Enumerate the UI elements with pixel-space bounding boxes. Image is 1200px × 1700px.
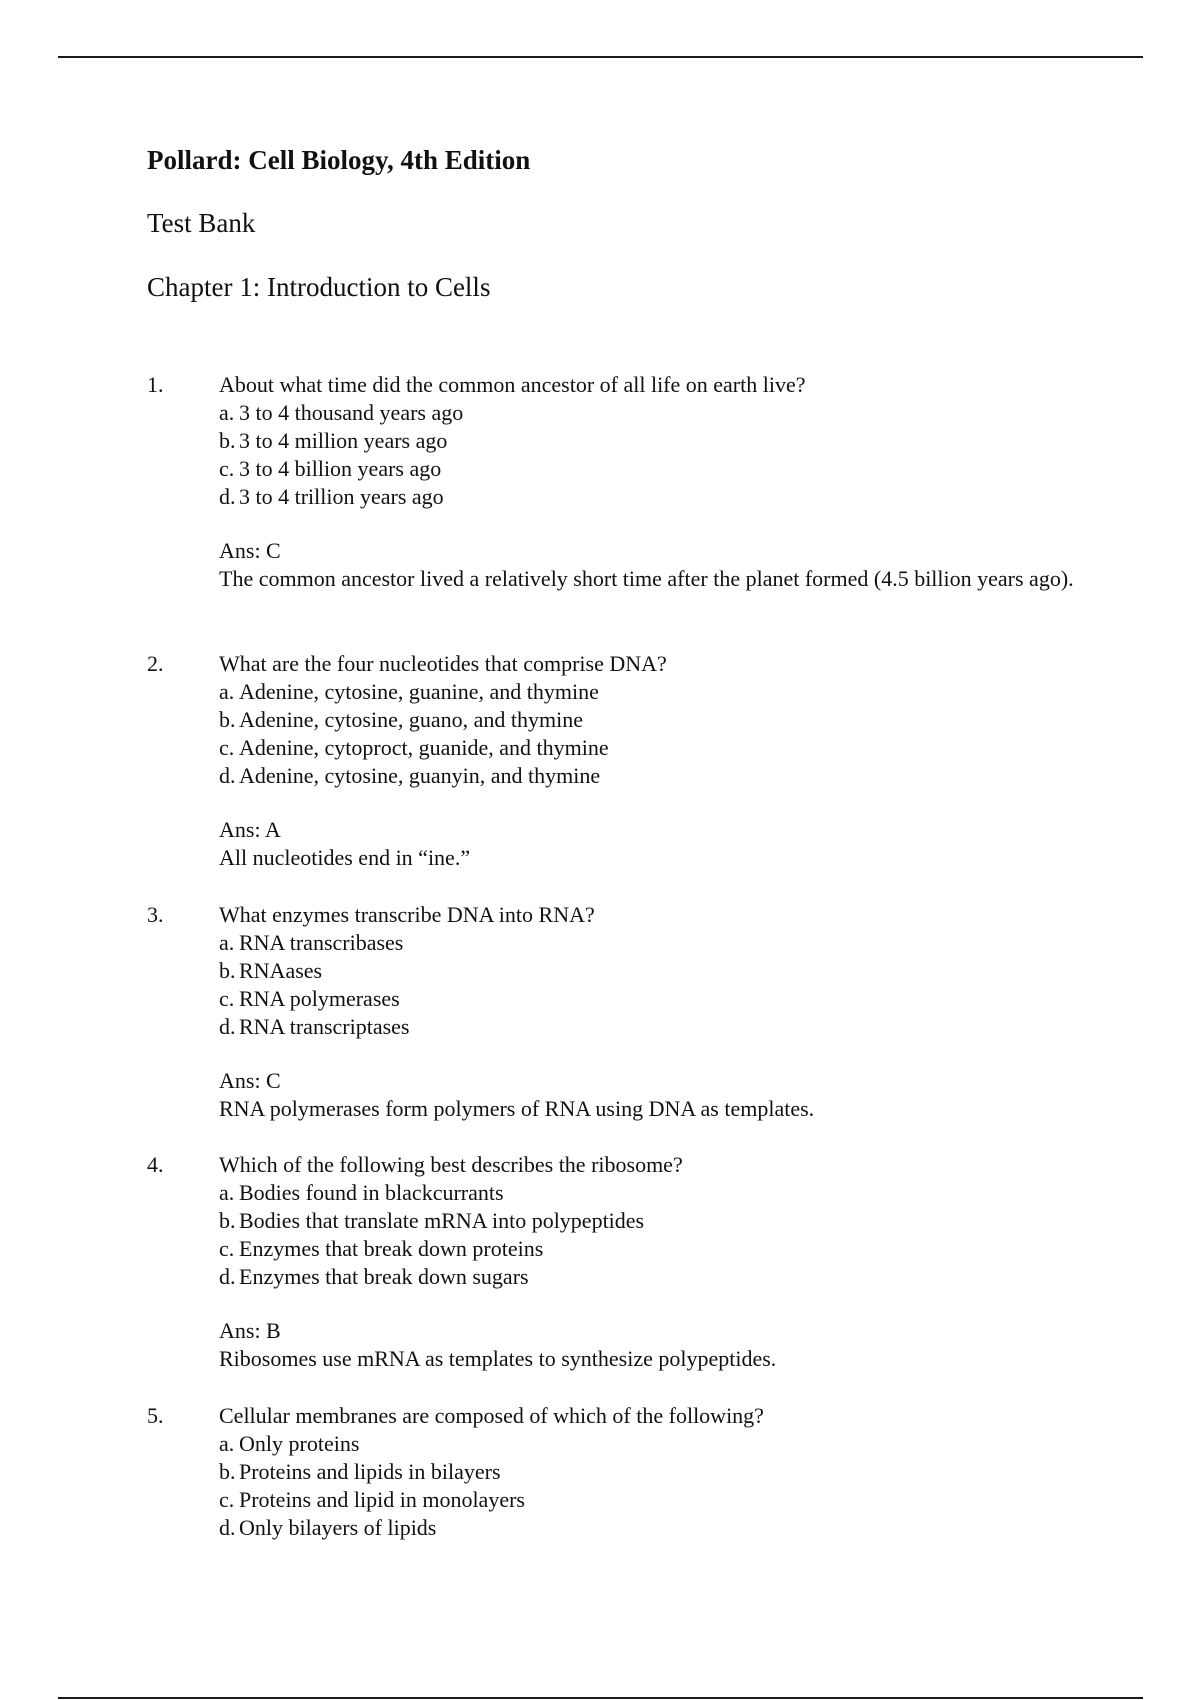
top-rule [58, 56, 1143, 58]
option-text: RNA polymerases [239, 986, 400, 1011]
option-c [219, 1235, 1087, 1263]
question-text: Cellular membranes are composed of which of the following? [219, 1403, 764, 1428]
option-letter: b. [219, 428, 236, 453]
option-text: 3 to 4 million years ago [239, 428, 448, 453]
option-c [219, 734, 1087, 762]
answer-key: Ans: C [219, 1068, 281, 1093]
option-a [219, 929, 1087, 957]
option-a [219, 678, 1087, 706]
answer-block [219, 1067, 1087, 1123]
question-number: 1. [147, 372, 164, 397]
option-d [219, 1263, 1087, 1291]
bottom-rule [58, 1697, 1143, 1699]
answer-block [219, 816, 1087, 872]
question-2 [147, 650, 1087, 872]
option-letter: c. [219, 735, 235, 760]
option-b [219, 427, 1087, 455]
option-letter: b. [219, 1208, 236, 1233]
option-text: Enzymes that break down sugars [239, 1264, 529, 1289]
option-a [219, 399, 1087, 427]
option-a [219, 1179, 1087, 1207]
question-text: What are the four nucleotides that comprise DNA? [219, 651, 667, 676]
option-letter: a. [219, 400, 235, 425]
option-letter: a. [219, 930, 235, 955]
question-number: 3. [147, 902, 164, 927]
document-subtitle: Test Bank [147, 208, 256, 238]
option-text: Only bilayers of lipids [239, 1515, 437, 1540]
option-text: Proteins and lipids in bilayers [239, 1459, 501, 1484]
question-number: 2. [147, 651, 164, 676]
option-text: 3 to 4 thousand years ago [239, 400, 464, 425]
option-letter: d. [219, 1014, 236, 1039]
option-letter: b. [219, 958, 236, 983]
option-d [219, 483, 1087, 511]
option-letter: c. [219, 986, 235, 1011]
option-text: Adenine, cytosine, guano, and thymine [239, 707, 583, 732]
question-text: About what time did the common ancestor of all life on earth live? [219, 372, 806, 397]
option-text: Adenine, cytoproct, guanide, and thymine [239, 735, 609, 760]
question-1 [147, 371, 1087, 593]
option-a [219, 1430, 1087, 1458]
option-text: RNAases [239, 958, 323, 983]
question-3 [147, 901, 1087, 1123]
option-c [219, 455, 1087, 483]
option-letter: c. [219, 456, 235, 481]
option-letter: d. [219, 484, 236, 509]
answer-key: Ans: B [219, 1318, 281, 1343]
option-letter: a. [219, 1180, 235, 1205]
option-text: Enzymes that break down proteins [239, 1236, 544, 1261]
option-letter: c. [219, 1236, 235, 1261]
answer-explanation: The common ancestor lived a relatively short time after the planet formed (4.5 billion years ago). [219, 566, 1074, 591]
option-b [219, 957, 1087, 985]
option-letter: b. [219, 1459, 236, 1484]
option-letter: d. [219, 1515, 236, 1540]
option-letter: d. [219, 1264, 236, 1289]
question-number: 4. [147, 1152, 164, 1177]
question-number: 5. [147, 1403, 164, 1428]
chapter-heading: Chapter 1: Introduction to Cells [147, 272, 491, 302]
option-text: Proteins and lipid in monolayers [239, 1487, 525, 1512]
document-title: Pollard: Cell Biology, 4th Edition [147, 145, 531, 175]
question-4 [147, 1151, 1087, 1373]
option-b [219, 1458, 1087, 1486]
option-text: Only proteins [239, 1431, 360, 1456]
answer-explanation: Ribosomes use mRNA as templates to synthesize polypeptides. [219, 1346, 777, 1371]
option-text: RNA transcribases [239, 930, 404, 955]
option-letter: d. [219, 763, 236, 788]
option-d [219, 762, 1087, 790]
option-text: Bodies that translate mRNA into polypeptides [239, 1208, 645, 1233]
answer-block [219, 537, 1087, 593]
option-c [219, 985, 1087, 1013]
option-text: 3 to 4 billion years ago [239, 456, 442, 481]
answer-key: Ans: A [219, 817, 281, 842]
answer-explanation: RNA polymerases form polymers of RNA using DNA as templates. [219, 1096, 815, 1121]
option-text: RNA transcriptases [239, 1014, 410, 1039]
option-text: 3 to 4 trillion years ago [239, 484, 444, 509]
question-text: What enzymes transcribe DNA into RNA? [219, 902, 595, 927]
option-letter: a. [219, 679, 235, 704]
option-c [219, 1486, 1087, 1514]
answer-block [219, 1317, 1087, 1373]
answer-explanation: All nucleotides end in “ine.” [219, 845, 471, 870]
option-b [219, 706, 1087, 734]
option-b [219, 1207, 1087, 1235]
option-text: Bodies found in blackcurrants [239, 1180, 504, 1205]
option-text: Adenine, cytosine, guanyin, and thymine [239, 763, 601, 788]
option-letter: b. [219, 707, 236, 732]
answer-key: Ans: C [219, 538, 281, 563]
option-d [219, 1514, 1087, 1542]
question-5 [147, 1402, 1087, 1542]
option-d [219, 1013, 1087, 1041]
option-text: Adenine, cytosine, guanine, and thymine [239, 679, 599, 704]
option-letter: c. [219, 1487, 235, 1512]
question-text: Which of the following best describes the ribosome? [219, 1152, 683, 1177]
option-letter: a. [219, 1431, 235, 1456]
